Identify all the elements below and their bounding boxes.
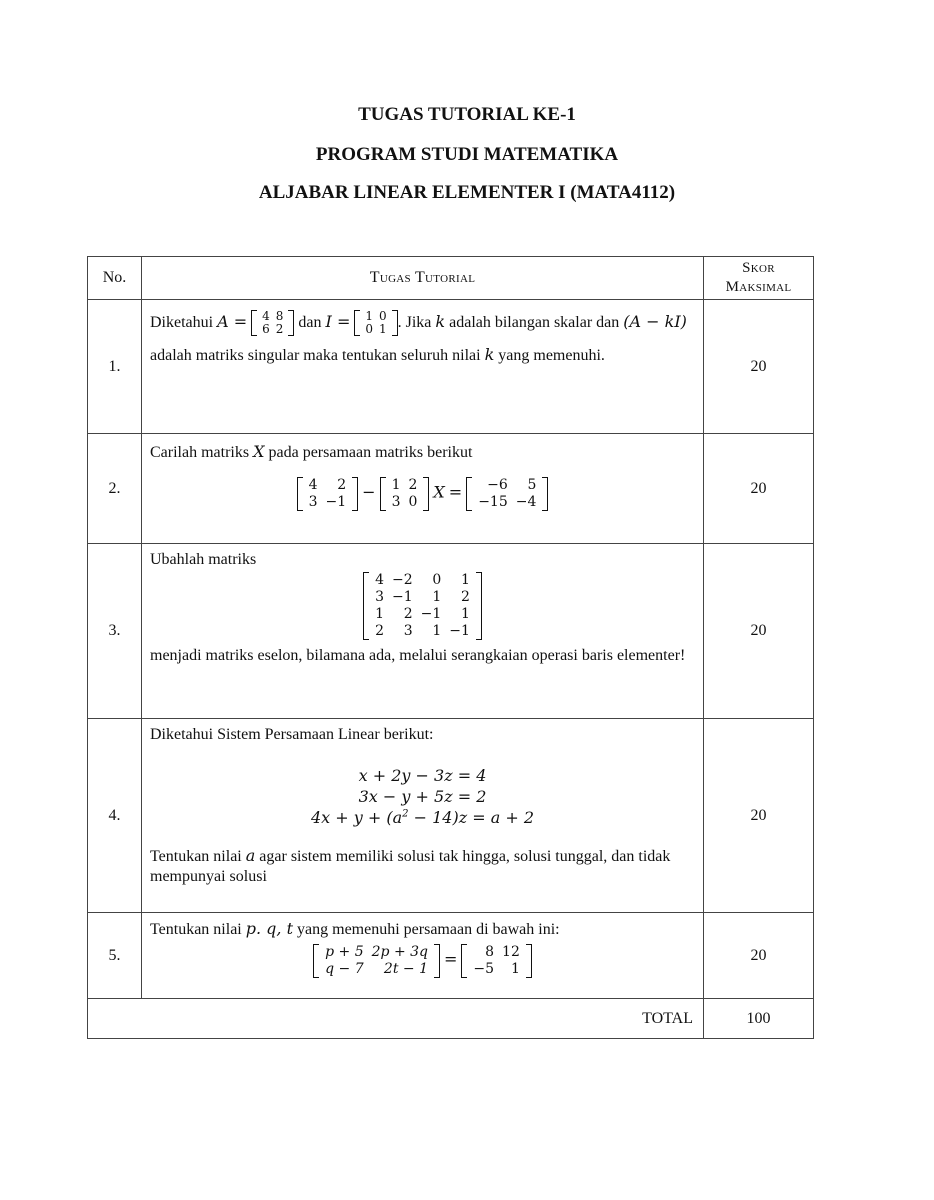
matrix-4x4 bbox=[363, 572, 482, 640]
equation-3-exponent: 2 bbox=[402, 808, 409, 820]
matrix-left bbox=[313, 944, 440, 978]
right-bracket bbox=[288, 310, 294, 336]
equals-sign: = bbox=[444, 949, 458, 969]
matrix-equation-2 bbox=[150, 477, 695, 511]
task-3 bbox=[142, 544, 704, 719]
equals-sign: = bbox=[448, 482, 463, 502]
matrix-cell: 4 bbox=[262, 309, 270, 324]
matrix-i-label: I = bbox=[325, 312, 351, 331]
task-1-text-e: yang memenuhi. bbox=[498, 347, 605, 364]
task-1-text-b: . Jika bbox=[397, 314, 432, 331]
matrix-cell: 1 bbox=[432, 589, 442, 605]
var-k: k bbox=[484, 345, 495, 364]
matrix-cell: 2 bbox=[337, 477, 347, 493]
task-1-text-c: adalah bilangan skalar dan bbox=[449, 314, 620, 331]
matrix-cell: 1 bbox=[391, 477, 401, 493]
table-row bbox=[88, 434, 814, 544]
matrix-cell: 2 bbox=[461, 589, 470, 605]
right-bracket bbox=[476, 572, 482, 640]
left-bracket bbox=[380, 477, 386, 511]
title-line-1: TUGAS TUTORIAL KE-1 bbox=[358, 104, 576, 125]
task-3-text-b: menjadi matriks eselon, bilamana ada, melalui serangkaian operasi baris elementer! bbox=[150, 647, 686, 664]
task-3-text-a: Ubahlah matriks bbox=[150, 551, 257, 568]
row-number: 3. bbox=[88, 544, 142, 719]
matrix-cell: 3 bbox=[391, 494, 401, 510]
matrix-cell: 2 bbox=[403, 606, 413, 622]
right-bracket bbox=[434, 944, 440, 978]
row-number: 2. bbox=[88, 434, 142, 544]
matrix-cell: 1 bbox=[378, 322, 387, 337]
left-bracket bbox=[466, 477, 472, 511]
matrix-a bbox=[251, 310, 294, 336]
var-a: a bbox=[245, 846, 256, 865]
task-2-text-b: pada persamaan matriks berikut bbox=[268, 444, 473, 461]
task-1-text-dan: dan bbox=[298, 314, 322, 331]
matrix-cell: 5 bbox=[527, 477, 537, 493]
var-k: k bbox=[435, 312, 446, 331]
matrix-cell: −1 bbox=[392, 589, 413, 605]
matrix-cell: 8 bbox=[275, 309, 284, 324]
table-row bbox=[88, 300, 814, 434]
row-number: 1. bbox=[88, 300, 142, 434]
minus-sign: − bbox=[362, 482, 376, 502]
matrix-cell: 1 bbox=[432, 623, 442, 639]
matrix-cell: 0 bbox=[365, 322, 373, 337]
matrix-cell: 2p + 3q bbox=[371, 944, 428, 960]
matrix-cell: 1 bbox=[510, 961, 520, 977]
header-no: No. bbox=[88, 257, 142, 300]
left-bracket bbox=[461, 944, 467, 978]
score: 20 bbox=[704, 434, 814, 544]
row-number: 4. bbox=[88, 719, 142, 913]
matrix-equation-5 bbox=[150, 944, 695, 978]
total-row bbox=[88, 999, 814, 1039]
matrix-m2 bbox=[380, 477, 430, 511]
matrix-cell: p + 5 bbox=[325, 944, 364, 960]
matrix-cell: 2 bbox=[375, 623, 384, 639]
matrix-cell: q − 7 bbox=[325, 961, 364, 977]
matrix-cell: 1 bbox=[375, 606, 384, 622]
table-header-row bbox=[88, 257, 814, 300]
header-skor-line2: Maksimal bbox=[725, 279, 792, 295]
score: 20 bbox=[704, 719, 814, 913]
matrix-cell: 2 bbox=[275, 322, 284, 337]
total-label: TOTAL bbox=[88, 999, 704, 1039]
right-bracket bbox=[542, 477, 548, 511]
equation-3-part-b: − 14)z = a + 2 bbox=[408, 808, 535, 827]
matrix-cell: 12 bbox=[502, 944, 520, 960]
matrix-cell: 0 bbox=[408, 494, 418, 510]
total-value: 100 bbox=[704, 999, 814, 1039]
matrix-right bbox=[461, 944, 531, 978]
task-1-text-d: adalah matriks singular maka tentukan seluruh nilai bbox=[150, 347, 481, 364]
task-5 bbox=[142, 913, 704, 999]
matrix-cell: −15 bbox=[478, 494, 508, 510]
task-4-text-a: Diketahui Sistem Persamaan Linear berikut: bbox=[150, 726, 434, 743]
matrix-cell: 2 bbox=[408, 477, 418, 493]
task-1-text-a: Diketahui bbox=[150, 314, 214, 331]
matrix-4x4-wrap bbox=[150, 572, 695, 640]
left-bracket bbox=[313, 944, 319, 978]
score: 20 bbox=[704, 913, 814, 999]
equation-1: x + 2y − 3z = 4 bbox=[358, 766, 487, 785]
matrix-m3 bbox=[466, 477, 548, 511]
title-line-3: ALJABAR LINEAR ELEMENTER I (MATA4112) bbox=[258, 182, 676, 203]
matrix-cell: 1 bbox=[365, 309, 373, 324]
table-row bbox=[88, 544, 814, 719]
matrix-cell: 3 bbox=[308, 494, 318, 510]
matrix-cell: 1 bbox=[461, 606, 470, 622]
matrix-cell: 3 bbox=[375, 589, 384, 605]
header-skor-line1: Skor bbox=[742, 260, 775, 276]
left-bracket bbox=[363, 572, 369, 640]
task-1 bbox=[142, 300, 704, 434]
table-row bbox=[88, 913, 814, 999]
left-bracket bbox=[251, 310, 257, 336]
matrix-cell: 8 bbox=[485, 944, 495, 960]
title-line-2: PROGRAM STUDI MATEMATIKA bbox=[315, 144, 619, 165]
right-bracket bbox=[526, 944, 532, 978]
matrix-m1 bbox=[297, 477, 359, 511]
matrix-cell: −1 bbox=[420, 606, 442, 622]
equation-3 bbox=[150, 807, 695, 828]
matrix-cell: −4 bbox=[515, 494, 537, 510]
matrix-cell: −2 bbox=[392, 572, 413, 588]
task-2 bbox=[142, 434, 704, 544]
table-row bbox=[88, 719, 814, 913]
task-5-text-b: yang memenuhi persamaan di bawah ini: bbox=[297, 921, 560, 938]
var-x: X bbox=[433, 482, 445, 502]
matrix-cell: 0 bbox=[378, 309, 387, 324]
header-tugas: Tugas Tutorial bbox=[142, 257, 704, 300]
matrix-cell: −6 bbox=[487, 477, 508, 493]
matrix-cell: 0 bbox=[432, 572, 442, 588]
score: 20 bbox=[704, 544, 814, 719]
right-bracket bbox=[423, 477, 429, 511]
matrix-cell: 6 bbox=[262, 322, 270, 337]
var-x: X bbox=[253, 442, 265, 461]
expr-a-minus-ki: (A − kI) bbox=[623, 312, 687, 331]
matrix-cell: 3 bbox=[403, 623, 413, 639]
equation-2: 3x − y + 5z = 2 bbox=[358, 787, 487, 806]
task-4-text-b: Tentukan nilai bbox=[150, 848, 242, 865]
tutorial-table bbox=[87, 256, 814, 1039]
matrix-cell: 4 bbox=[308, 477, 318, 493]
matrix-i bbox=[354, 310, 397, 336]
matrix-cell: 1 bbox=[461, 572, 470, 588]
left-bracket bbox=[297, 477, 303, 511]
matrix-cell: 4 bbox=[375, 572, 384, 588]
left-bracket bbox=[354, 310, 360, 336]
task-2-text-a: Carilah matriks bbox=[150, 444, 250, 461]
matrix-cell: −1 bbox=[449, 623, 470, 639]
task-4-text-c: agar sistem memiliki solusi tak hingga, solusi tunggal, dan tidak mempunyai solusi bbox=[150, 848, 671, 885]
row-number: 5. bbox=[88, 913, 142, 999]
task-4 bbox=[142, 719, 704, 913]
matrix-a-label: A = bbox=[217, 312, 248, 331]
equation-system bbox=[150, 765, 695, 828]
matrix-cell: −1 bbox=[325, 494, 347, 510]
right-bracket bbox=[352, 477, 358, 511]
vars-pqt: p. q, t bbox=[245, 919, 294, 938]
equation-3-part-a: 4x + y + (a bbox=[310, 808, 403, 827]
task-5-text-a: Tentukan nilai bbox=[150, 921, 242, 938]
matrix-cell: −5 bbox=[473, 961, 495, 977]
score: 20 bbox=[704, 300, 814, 434]
matrix-cell: 2t − 1 bbox=[383, 961, 428, 977]
header-skor bbox=[704, 257, 814, 300]
